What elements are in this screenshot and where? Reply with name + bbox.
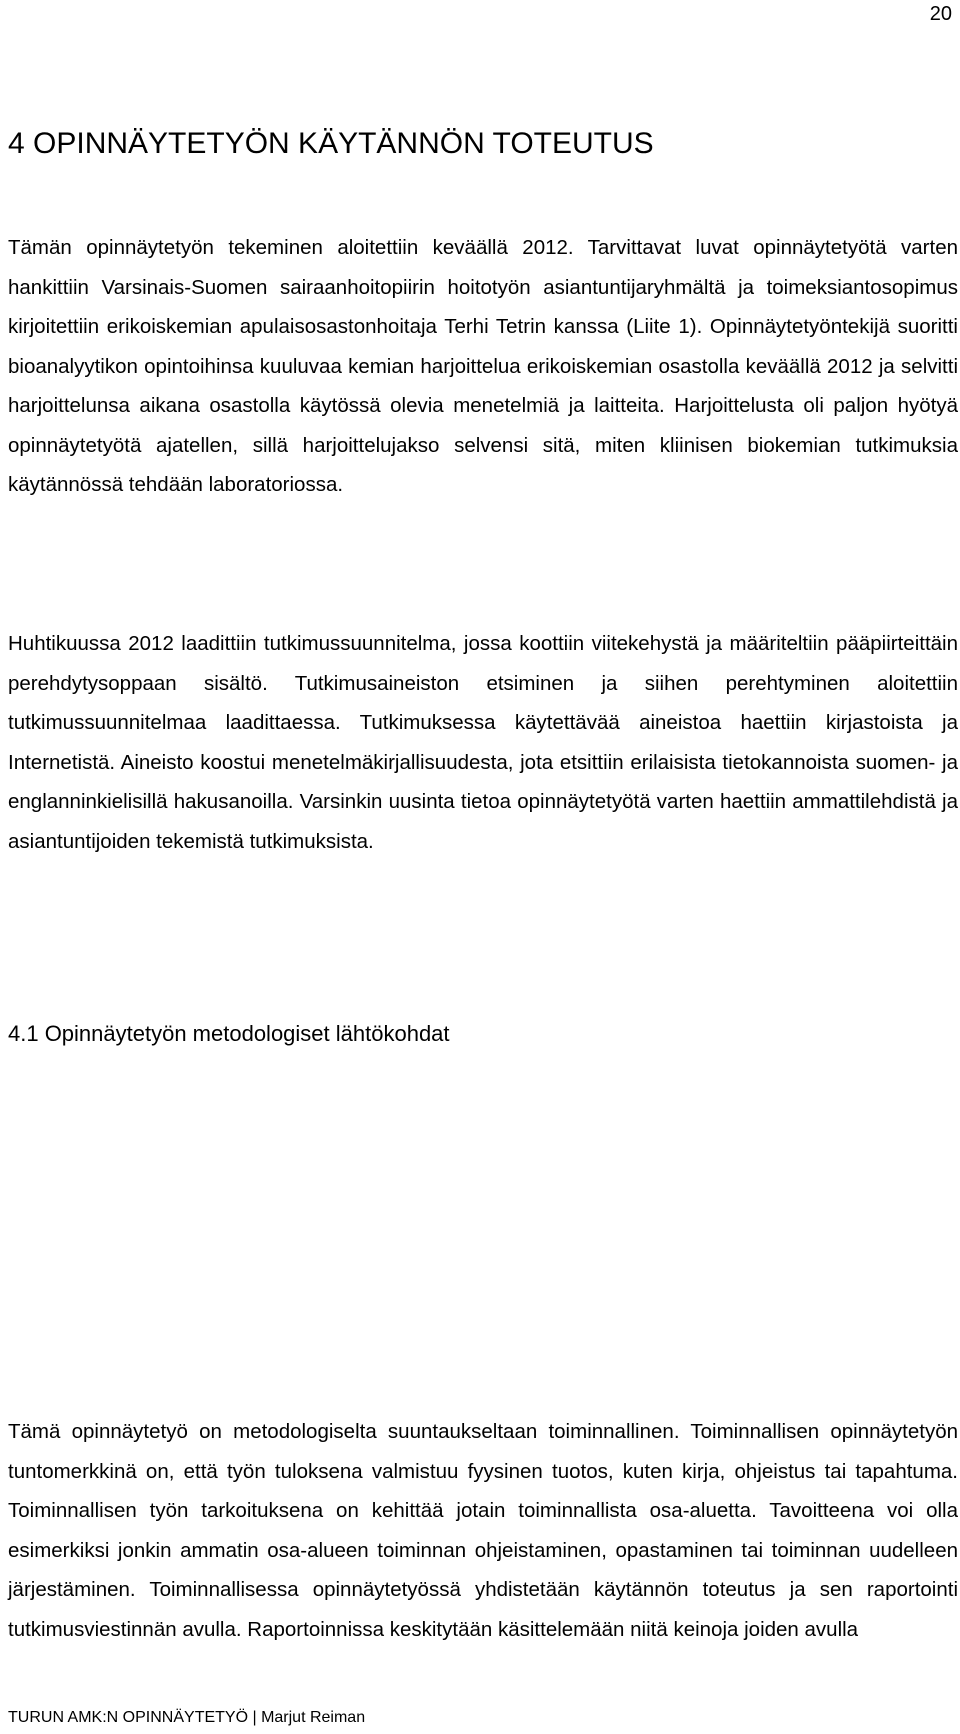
paragraph-research-plan: Huhtikuussa 2012 laadittiin tutkimussuunnitelma, jossa koottiin viitekehystä ja määriteltiin pääpiirteittäin perehdytysoppaan sisältö. Tutkimusaineiston etsiminen ja siihen perehtyminen aloitettiin tutkimussuunnitelmaa laadittaessa. Tutkimuksessa käytettävää aineistoa haettiin kirjastoista ja Internetistä. Aineisto koostui menetelmäkirjallisuudesta, jota etsittiin erilaisista tietokannoista suomen- ja englanninkielisillä hakusanoilla. Varsinkin uusinta tietoa opinnäytetyötä varten haettiin ammattilehdistä ja asiantuntijoiden tekemistä tutkimuksista. [8,632,958,853]
page-footer: TURUN AMK:N OPINNÄYTETYÖ | Marjut Reiman [8,1709,366,1726]
chapter-title: 4 OPINNÄYTETYÖN KÄYTÄNNÖN TOTEUTUS [8,127,654,160]
paragraph-methodology: Tämä opinnäytetyö on metodologiselta suuntaukseltaan toiminnallinen. Toiminnallisen opinnäytetyön tuntomerkkinä on, että työn tuloksena valmistuu fyysinen tuotos, kuten kirja, ohjeistus tai tapahtuma. Toiminnallisen työn tarkoituksena on kehittää jotain toiminnallista osa-aluetta. Tavoitteena voi olla esimerkiksi jonkin ammatin osa-alueen toiminnan ohjeistaminen, opastaminen tai toiminnan uudelleen järjestäminen. Toiminnallisessa opinnäytetyössä yhdistetään käytännön toteutus ja sen raportointi tutkimusviestinnän avulla. Raportoinnissa keskitytään käsittelemään niitä keinoja joiden avulla [8,1420,958,1641]
paragraph-intro: Tämän opinnäytetyön tekeminen aloitettiin keväällä 2012. Tarvittavat luvat opinnäytetyötä varten hankittiin Varsinais-Suomen sairaanhoitopiirin hoitotyön asiantuntijaryhmältä ja toimeksiantosopimus kirjoitettiin erikoiskemian apulaisosastonhoitaja Terhi Tetrin kanssa (Liite 1). Opinnäytetyöntekijä suoritti bioanalyytikon opintoihinsa kuuluvaa kemian harjoittelua erikoiskemian osastolla keväällä 2012 ja selvitti harjoittelunsa aikana osastolla käytössä olevia menetelmiä ja laitteita. Harjoittelusta oli paljon hyötyä opinnäytetyötä ajatellen, sillä harjoittelujakso selvensi sitä, miten kliinisen biokemian tutkimuksia käytännössä tehdään laboratoriossa. [8,236,958,496]
section-title: 4.1 Opinnäytetyön metodologiset lähtökohdat [8,1021,450,1046]
page-number: 20 [929,3,952,25]
